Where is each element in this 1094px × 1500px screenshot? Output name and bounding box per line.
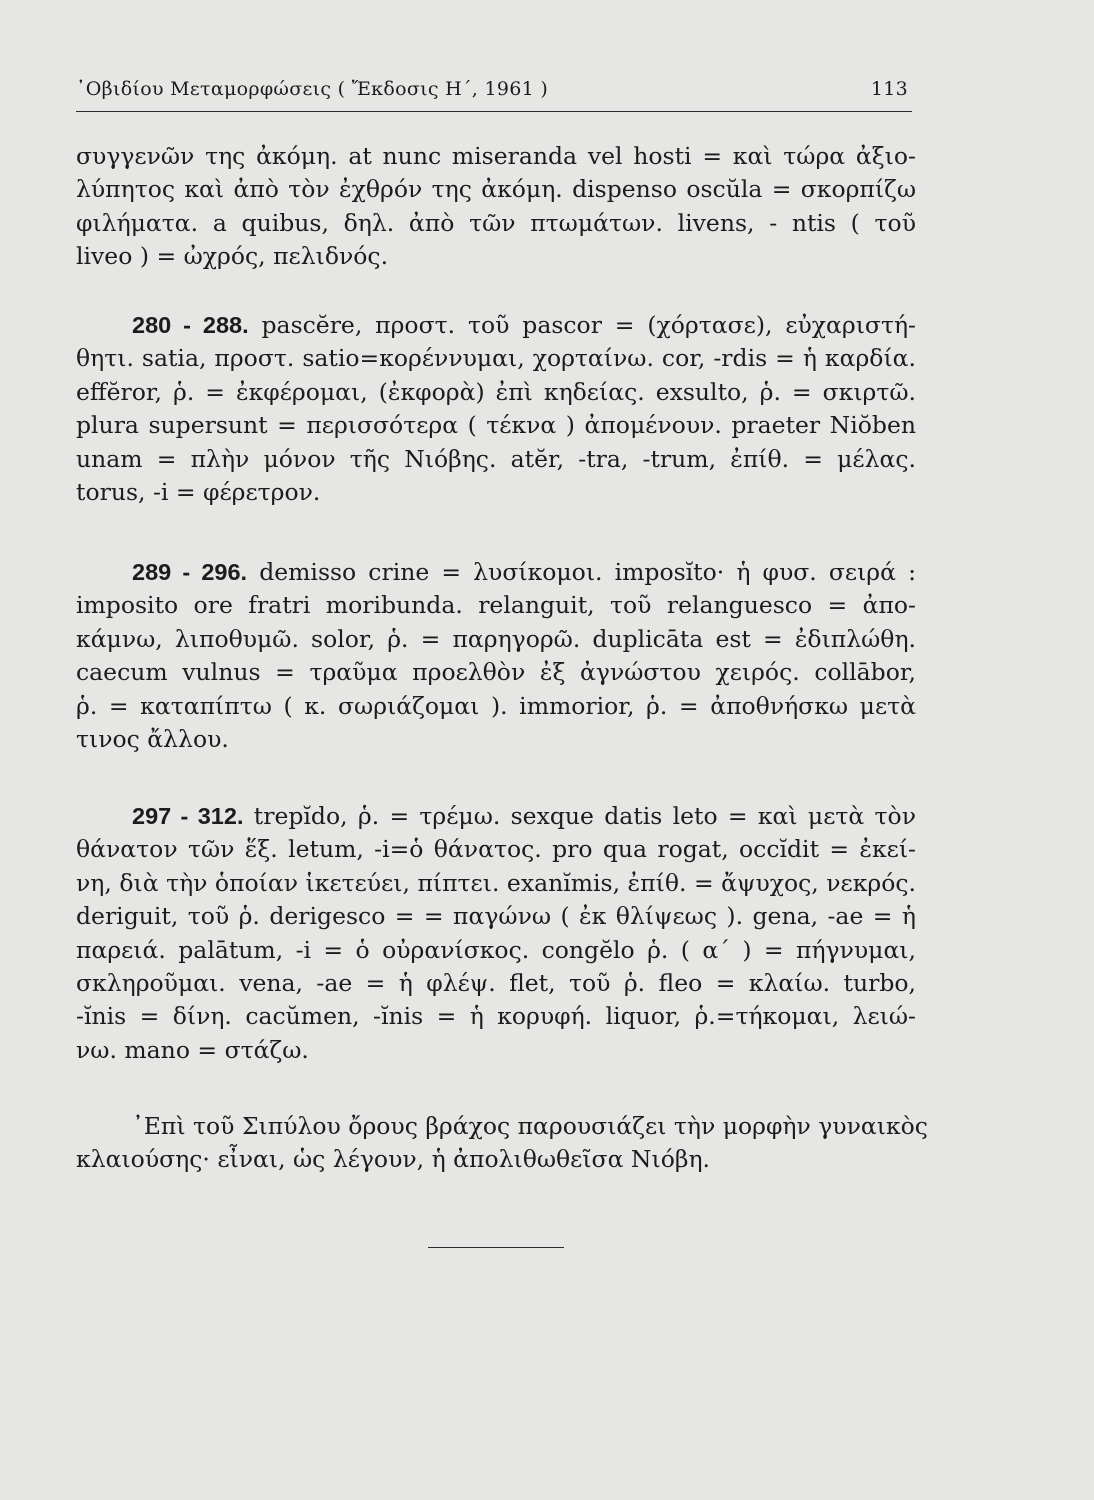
- section-number: 297 - 312.: [132, 803, 244, 829]
- text-line: θητι. satia, προστ. satio=κορέννυμαι, χορταίνω. cor, -rdis = ἡ καρδία.: [76, 344, 916, 373]
- text-line: unam = πλὴν μόνον τῆς Νιόβης. atĕr, -tra, -trum, ἐπίθ. = μέλας.: [76, 444, 916, 473]
- text-line: νω. mano = στάζω.: [76, 1035, 309, 1064]
- text-line: συγγενῶν της ἀκόμη. at nunc miseranda vel hosti = καὶ τώρα ἀξιο-: [76, 142, 916, 170]
- text-line: τινος ἄλλου.: [76, 725, 229, 754]
- text-line: -ĭnis = δίνη. cacŭmen, -ĭnis = ἡ κορυφή. liquor, ῥ.=τήκομαι, λειώ-: [76, 1002, 916, 1031]
- running-head: [76, 78, 908, 100]
- text-line: κλαιούσης· εἶναι, ὡς λέγουν, ἡ ἀπολιθωθεῖσα Νιόβη.: [76, 1145, 710, 1174]
- text-line: 289 - 296. demisso crine = λυσίκομοι. imposĭto· ἡ φυσ. σειρά :: [132, 558, 916, 586]
- text-line: παρειά. palātum, -i = ὁ οὐρανίσκος. congĕlo ῥ. ( α΄ ) = πήγνυμαι,: [76, 935, 916, 964]
- text-line: ᾿Επὶ τοῦ Σιπύλου ὄρους βράχος παρουσιάζει τὴν μορφὴν γυναικὸς: [132, 1112, 928, 1140]
- text-line: liveo ) = ὠχρός, πελιδνός.: [76, 242, 389, 271]
- text-line: 280 - 288. pascĕre, προστ. τοῦ pascor = (χόρτασε), εὐχαριστή-: [132, 311, 916, 339]
- running-head-title: ᾿Οβιδίου Μεταμορφώσεις ( Ἔκδοσις Η΄, 1961 ): [76, 78, 549, 100]
- text-line: torus, -i = φέρετρον.: [76, 478, 321, 507]
- text-line: λύπητος καὶ ἀπὸ τὸν ἐχθρόν της ἀκόμη. dispenso oscŭla = σκορπίζω: [76, 175, 916, 204]
- text-line: imposito ore fratri moribunda. relanguit, τοῦ relanguesco = ἀπο-: [76, 591, 916, 620]
- text-line: σκληροῦμαι. vena, -ae = ἡ φλέψ. flet, τοῦ ῥ. fleo = κλαίω. turbo,: [76, 969, 916, 998]
- text-line: 297 - 312. trepĭdo, ῥ. = τρέμω. sexque datis leto = καὶ μετὰ τὸν: [132, 802, 916, 830]
- gloss-paragraph-280-288: [76, 309, 916, 509]
- page-number: 113: [870, 78, 908, 100]
- gloss-paragraph-297-312: [76, 800, 916, 1067]
- end-rule: [428, 1247, 564, 1248]
- gloss-paragraph-289-296: [76, 556, 916, 756]
- text-line: θάνατον τῶν ἕξ. letum, -i=ὁ θάνατος. pro qua rogat, occĭdit = ἐκεί-: [76, 835, 916, 864]
- header-rule: [76, 111, 912, 112]
- text-line: φιλήματα. a quibus, δηλ. ἀπὸ τῶν πτωμάτων. livens, - ntis ( τοῦ: [76, 208, 916, 237]
- text-line: deriguit, τοῦ ῥ. derigesco = = παγώνω ( ἐκ θλίψεως ). gena, -ae = ἡ: [76, 902, 916, 931]
- text-line: caecum vulnus = τραῦμα προελθὸν ἐξ ἀγνώστου χειρός. collābor,: [76, 658, 916, 687]
- closing-note: [76, 1110, 928, 1177]
- text-line: ῥ. = καταπίπτω ( κ. σωριάζομαι ). immorior, ῥ. = ἀποθνήσκω μετὰ: [76, 691, 916, 720]
- section-number: 280 - 288.: [132, 312, 249, 338]
- section-number: 289 - 296.: [132, 559, 248, 585]
- text-line: κάμνω, λιποθυμῶ. solor, ῥ. = παρηγορῶ. duplicāta est = ἐδιπλώθη.: [76, 624, 916, 653]
- text-line: νη, διὰ τὴν ὁποίαν ἱκετεύει, πίπτει. exanĭmis, ἐπίθ. = ἄψυχος, νεκρός.: [76, 868, 916, 897]
- gloss-paragraph-intro: [76, 140, 916, 274]
- text-line: plura supersunt = περισσότερα ( τέκνα ) ἀπομένουν. praeter Niŏben: [76, 411, 916, 440]
- text-line: effĕror, ῥ. = ἐκφέρομαι, (ἐκφορὰ) ἐπὶ κηδείας. exsulto, ῥ. = σκιρτῶ.: [76, 377, 916, 406]
